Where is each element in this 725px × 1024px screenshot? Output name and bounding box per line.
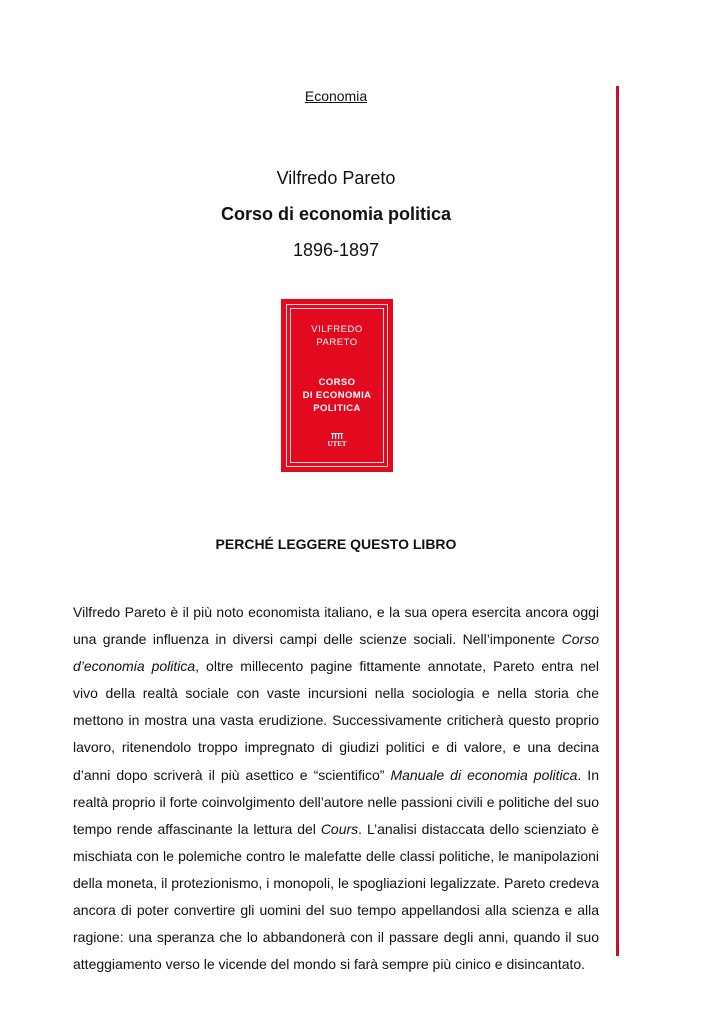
- cover-title: [281, 376, 393, 415]
- book-title-reference: Corso d’economia politica: [73, 631, 599, 675]
- section-heading: PERCHÉ LEGGERE QUESTO LIBRO: [215, 536, 457, 552]
- body-text-run: Vilfredo Pareto è il più noto economista italiano, e la sua opera esercita ancora oggi una grande influenza in diversi campi delle scienze sociali. Nell’imponente: [73, 604, 599, 648]
- cover-author-line: PARETO: [316, 337, 358, 348]
- publisher-logo-icon: [330, 432, 344, 440]
- book-years: 1896-1897: [292, 240, 380, 260]
- category-label: Economia: [304, 88, 368, 104]
- body-text-run: , oltre millecento pagine fittamente annotate, Pareto entra nel vivo della realtà sociale con vaste incursioni nella sociologia e nella storia che mettono in mostra una vasta erudizione. Successivamente criticherà questo proprio lavoro, ritenendolo troppo impregnato di giudizi politici e di valore, e una decina d’anni dopo scriverà il più asettico e “scientifico”: [73, 658, 599, 783]
- body-text-run: . In realtà proprio il forte coinvolgimento dell’autore nelle passioni civili e politiche del suo tempo rende affascinante la lettura del: [73, 766, 599, 837]
- cover-author-line: VILFREDO: [311, 324, 363, 335]
- cover-title-line: POLITICA: [313, 403, 361, 414]
- body-paragraph: [73, 599, 599, 978]
- book-cover-image: [281, 299, 393, 472]
- cover-title-line: DI ECONOMIA: [302, 390, 372, 401]
- book-title-reference: Manuale di economia politica: [390, 766, 578, 783]
- cover-publisher: UTET: [327, 440, 347, 448]
- book-author: Vilfredo Pareto: [276, 168, 396, 188]
- cover-author: [281, 323, 393, 349]
- body-text-run: . L’analisi distaccata dello scienziato è mischiata con le polemiche contro le malefatte delle classi politiche, le manipolazioni della moneta, il protezionismo, i monopoli, le spogliazioni legalizzate. Pareto credeva ancora di poter convertire gli uomini del suo tempo appellandosi alla scienza e alla ragione: una speranza che lo abbandonerà con il passare degli anni, quando il suo atteggiamento verso le vicende del mondo si farà sempre più cinico e disincantato.: [73, 820, 599, 973]
- book-title-reference: Cours: [320, 820, 359, 837]
- cover-title-line: CORSO: [318, 377, 356, 388]
- book-title: Corso di economia politica: [220, 204, 452, 224]
